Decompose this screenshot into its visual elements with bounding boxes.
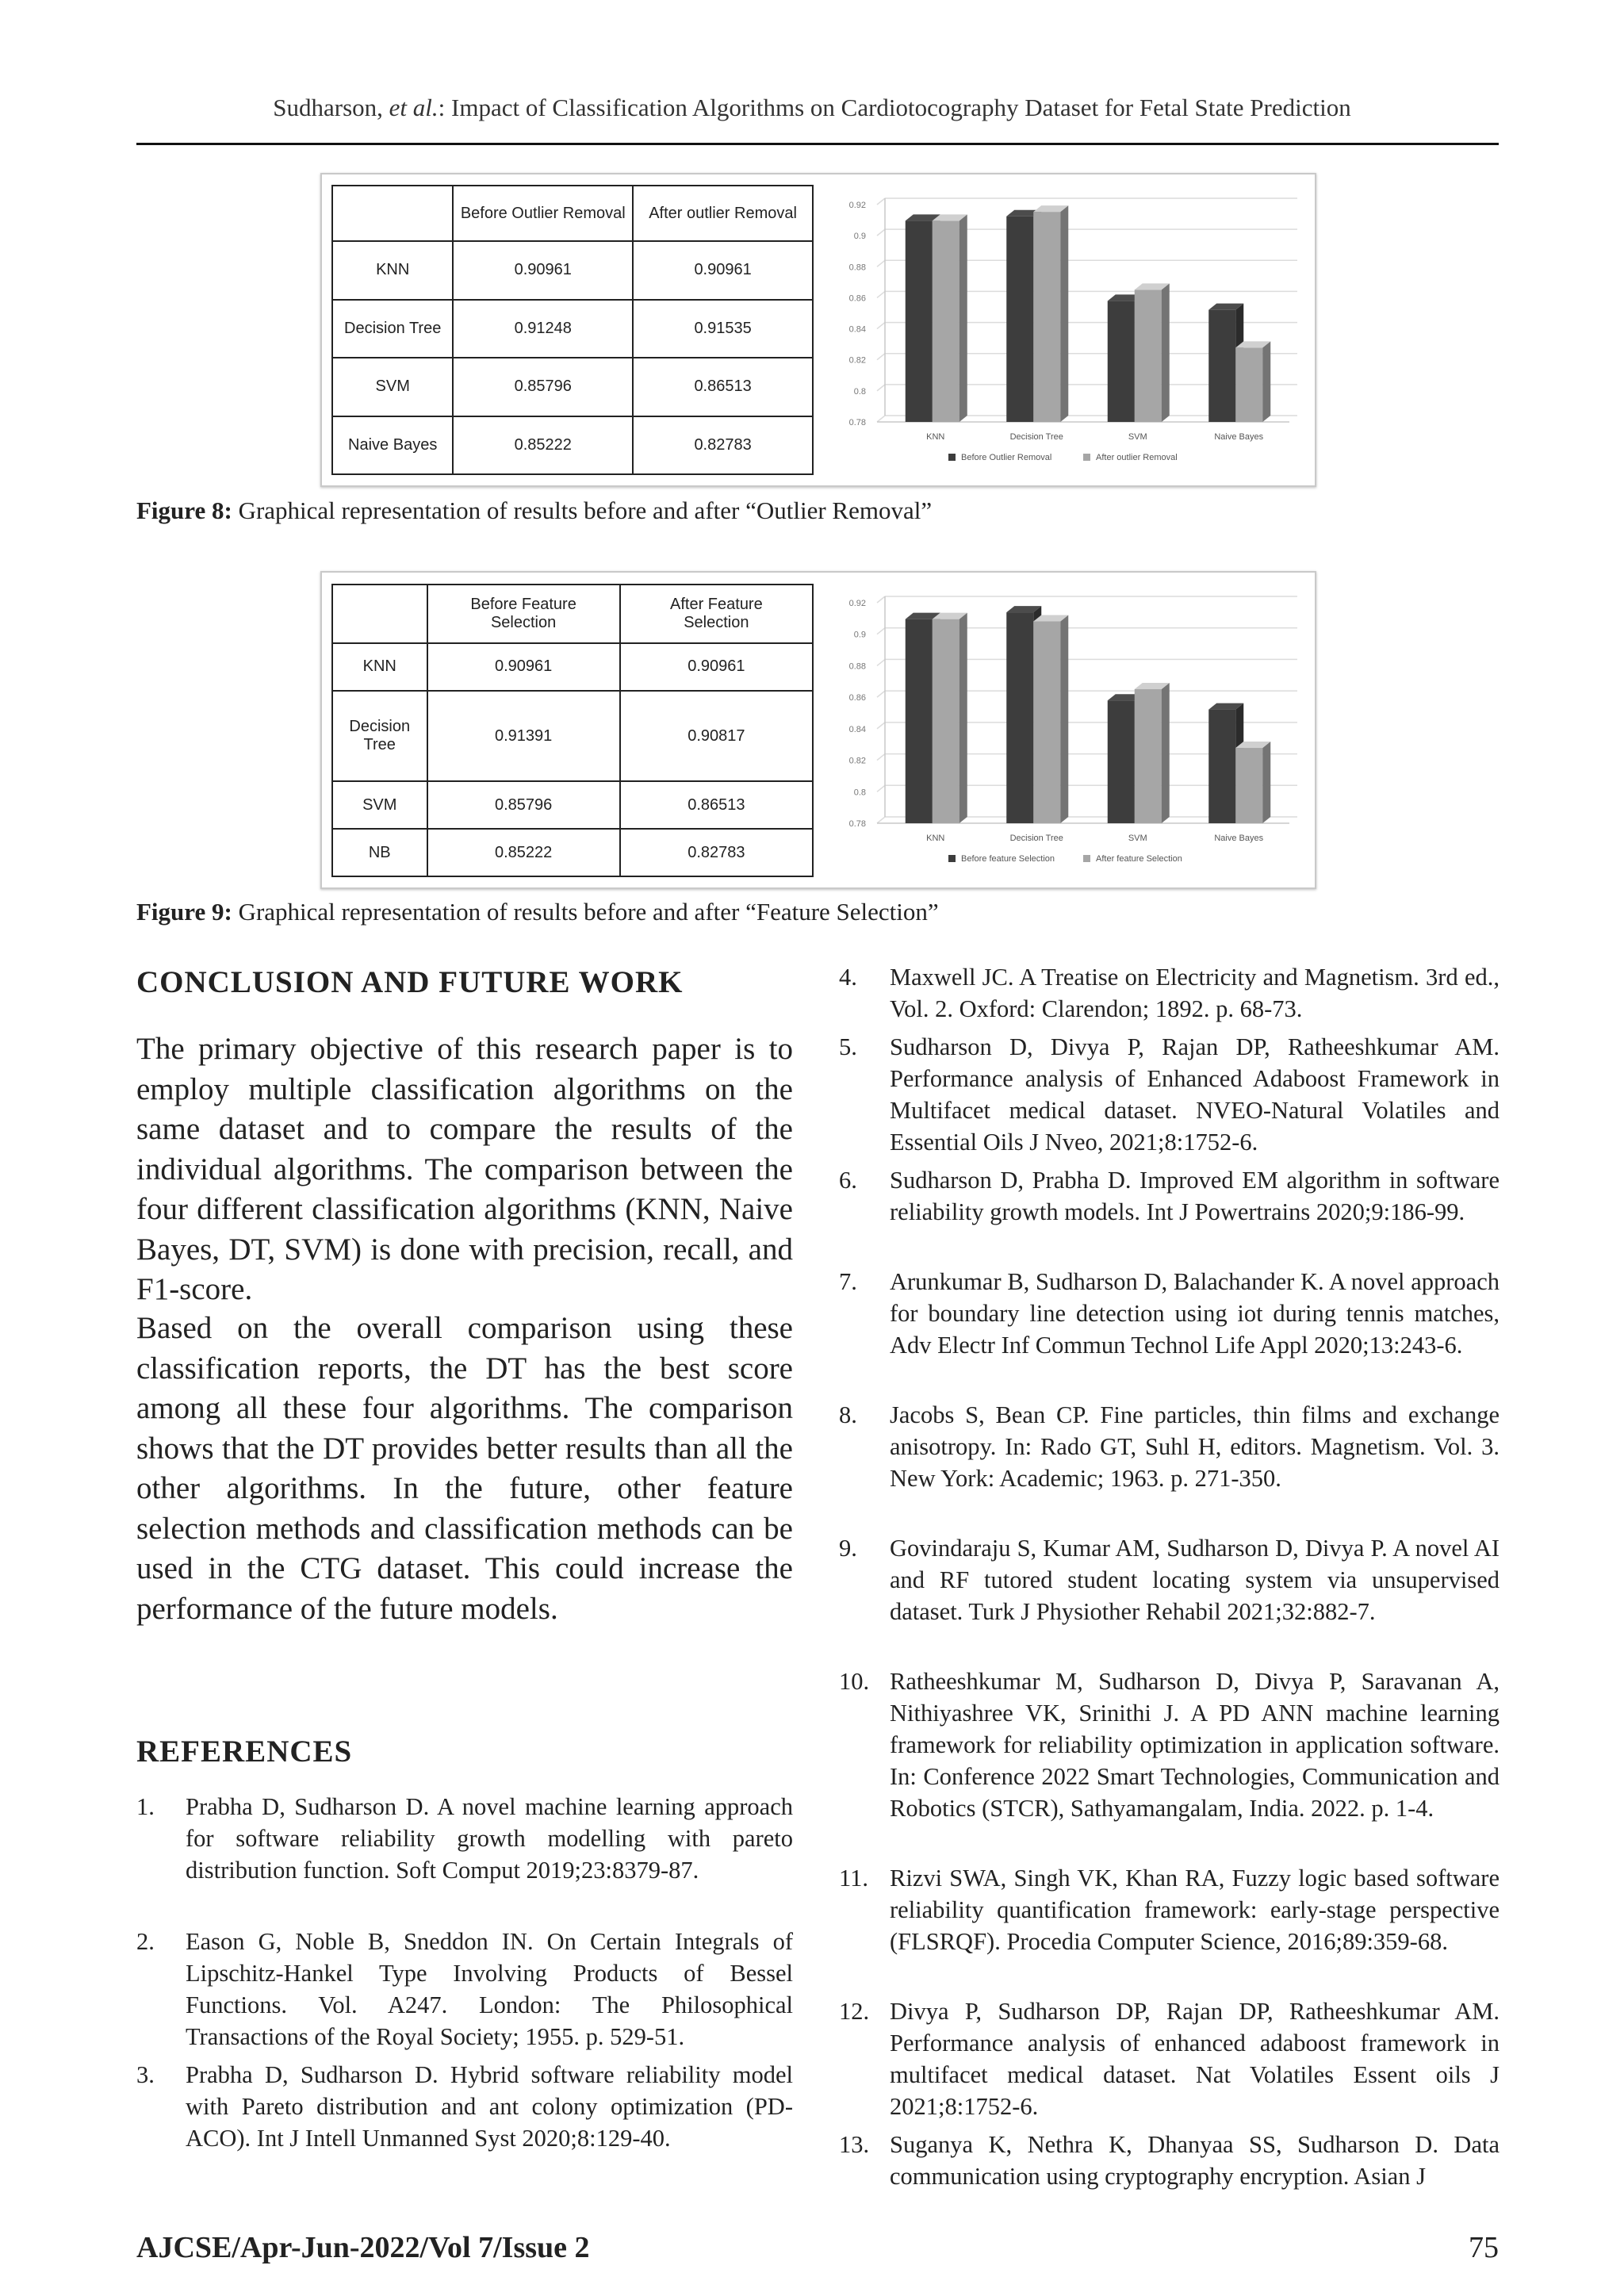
table-cell: 0.85222 <box>453 416 633 475</box>
reference-number: 1. <box>136 1793 155 1820</box>
gridline-slant <box>877 385 885 391</box>
gridline-slant <box>877 723 885 729</box>
gridline-slant <box>877 229 885 236</box>
y-tick-label: 0.88 <box>848 263 866 273</box>
gridline-slant <box>877 291 885 297</box>
table-row <box>332 643 813 691</box>
figure-8-caption-text: Graphical representation of results before and after “Outlier Removal” <box>232 496 933 524</box>
x-tick-label: SVM <box>1128 834 1147 843</box>
table-row <box>332 300 813 358</box>
y-tick-label: 0.92 <box>848 599 866 608</box>
figure-8-bar-chart <box>829 182 1305 477</box>
bar <box>933 619 959 823</box>
table-row-label: Decision Tree <box>332 691 427 782</box>
legend-swatch <box>1083 454 1090 461</box>
table-cell: 0.91248 <box>453 300 633 358</box>
bar <box>906 220 933 422</box>
y-tick-label: 0.86 <box>848 293 866 304</box>
table-row <box>332 829 813 876</box>
gridline-slant <box>877 628 885 634</box>
table-corner <box>332 186 453 241</box>
bar <box>1235 347 1262 422</box>
legend-swatch <box>948 454 956 461</box>
reference-item <box>839 1164 1500 1263</box>
bar-side <box>1262 341 1270 422</box>
figure-8-caption-label: Figure 8: <box>136 496 232 524</box>
gridline-slant <box>877 260 885 266</box>
header-etal: et al. <box>389 94 439 121</box>
y-tick-label: 0.84 <box>848 324 866 335</box>
figure-8-table <box>331 185 814 475</box>
table-cell: 0.85796 <box>427 781 620 829</box>
reference-number: 12. <box>839 1998 870 2025</box>
bar-side <box>1060 205 1068 422</box>
legend-label: Before feature Selection <box>961 854 1055 864</box>
bar-side <box>959 613 967 823</box>
references-heading: REFERENCES <box>136 1734 353 1769</box>
y-tick-label: 0.78 <box>848 819 866 829</box>
reference-text: Divya P, Sudharson DP, Rajan DP, Ratheeshkumar AM. Performance analysis of enhanced adaboost framework in multifacet medical dataset. Nat Volatiles Essent oils J 2021;8:1752-6. <box>890 1998 1500 2120</box>
reference-text: Prabha D, Sudharson D. Hybrid software reliability model with Pareto distribution and ant colony optimization (PD-ACO). Int J Intell Unmanned Syst 2020;8:129-40. <box>186 2061 793 2152</box>
table-row-label: KNN <box>332 643 427 691</box>
table-row-label: Decision Tree <box>332 300 453 358</box>
reference-text: Sudharson D, Divya P, Rajan DP, Ratheeshkumar AM. Performance analysis of Enhanced Adaboost Framework in Multifacet medical dataset. NVEO-Natural Volatiles and Essential Oils J Nveo, 2021;8:1752-6. <box>890 1033 1500 1156</box>
table-cell: 0.85222 <box>427 829 620 876</box>
reference-number: 13. <box>839 2131 870 2158</box>
legend-swatch <box>948 855 956 862</box>
table-cell: 0.91391 <box>427 691 620 782</box>
table-col-header: Before Outlier Removal <box>453 186 633 241</box>
table-row-label: SVM <box>332 781 427 829</box>
table-col-header: Before Feature Selection <box>427 585 620 643</box>
y-tick-label: 0.8 <box>853 788 866 798</box>
y-tick-label: 0.8 <box>853 386 866 397</box>
y-tick-label: 0.88 <box>848 661 866 672</box>
y-tick-label: 0.86 <box>848 693 866 703</box>
header-authors: Sudharson, <box>273 94 389 121</box>
y-tick-label: 0.9 <box>853 232 866 242</box>
reference-item <box>839 1266 1500 1396</box>
table-cell: 0.85796 <box>453 358 633 416</box>
gridline-slant <box>877 817 885 823</box>
bar <box>1135 689 1162 823</box>
conclusion-heading: CONCLUSION AND FUTURE WORK <box>136 965 684 999</box>
table-cell: 0.90961 <box>633 241 813 300</box>
table-row <box>332 241 813 300</box>
gridline-slant <box>877 416 885 422</box>
reference-number: 5. <box>839 1033 857 1060</box>
x-tick-label: Naive Bayes <box>1214 432 1264 442</box>
table-cell: 0.91535 <box>633 300 813 358</box>
figure-9-caption <box>136 898 939 926</box>
bar <box>1033 621 1060 823</box>
gridline-slant <box>877 198 885 205</box>
bar-side <box>959 214 967 422</box>
table-cell: 0.90961 <box>453 241 633 300</box>
reference-text: Jacobs S, Bean CP. Fine particles, thin films and exchange anisotropy. In: Rado GT, Suhl H, editors. Magnetism. Vol. 3. New York: Academic; 1963. p. 271-350. <box>890 1401 1500 1492</box>
bar <box>1108 301 1135 422</box>
bar <box>1235 748 1262 823</box>
table-cell: 0.86513 <box>633 358 813 416</box>
table-cell: 0.82783 <box>633 416 813 475</box>
reference-number: 2. <box>136 1928 155 1955</box>
legend-label: After feature Selection <box>1096 854 1182 864</box>
reference-number: 7. <box>839 1268 857 1295</box>
figure-9-caption-label: Figure 9: <box>136 898 232 926</box>
x-tick-label: Decision Tree <box>1009 834 1063 843</box>
gridline-slant <box>877 323 885 329</box>
header-rule <box>136 143 1499 145</box>
reference-text: Arunkumar B, Sudharson D, Balachander K. A novel approach for boundary line detection using iot during tennis matches, Adv Electr Inf Commun Technol Life Appl 2020;13:243-6. <box>890 1268 1500 1359</box>
figure-9 <box>320 571 1316 889</box>
figure-9-bar-chart <box>829 581 1305 879</box>
gridline-slant <box>877 754 885 761</box>
reference-text: Maxwell JC. A Treatise on Electricity and Magnetism. 3rd ed., Vol. 2. Oxford: Clarendon; 1892. p. 68-73. <box>890 964 1500 1022</box>
bar <box>1006 612 1033 823</box>
reference-text: Suganya K, Nethra K, Dhanyaa SS, Sudharson D. Data communication using cryptography encryption. Asian J <box>890 2131 1500 2190</box>
figure-9-table <box>331 584 814 877</box>
x-tick-label: SVM <box>1128 432 1147 442</box>
reference-item <box>839 1532 1500 1662</box>
conclusion-paragraph-2: Based on the overall comparison using these classification reports, the DT has the best score among all these four algorithms. The comparison shows that the DT provides better results than all the other algorithms. In the future, other feature selection methods and classification methods can be used in the CTG dataset. This could increase the performance of the future models. <box>136 1311 793 1626</box>
y-tick-label: 0.9 <box>853 630 866 640</box>
table-row-label: KNN <box>332 241 453 300</box>
bar-side <box>1162 683 1170 823</box>
bar <box>1208 710 1235 823</box>
table-cell: 0.90961 <box>620 643 813 691</box>
table-row <box>332 781 813 829</box>
x-tick-label: KNN <box>926 834 945 843</box>
reference-item <box>839 1665 1500 1859</box>
reference-text: Govindaraju S, Kumar AM, Sudharson D, Divya P. A novel AI and RF tutored student locating system via unsupervised dataset. Turk J Physiother Rehabil 2021;32:882-7. <box>890 1535 1500 1625</box>
reference-number: 6. <box>839 1167 857 1194</box>
reference-text: Ratheeshkumar M, Sudharson D, Divya P, Saravanan A, Nithiyashree VK, Srinithi J. A PD ANN machine learning framework for reliability optimization in application software. In: Conference 2022 Smart Technologies, Communication and Robotics (STCR), Sathyamangalam, India. 2022. p. 1-4. <box>890 1668 1500 1822</box>
reference-item <box>136 2059 793 2189</box>
bar <box>1208 310 1235 422</box>
gridline-slant <box>877 596 885 603</box>
legend-label: Before Outlier Removal <box>961 453 1052 462</box>
x-tick-label: Decision Tree <box>1009 432 1063 442</box>
x-tick-label: Naive Bayes <box>1214 834 1264 843</box>
reference-item <box>839 1031 1500 1161</box>
bar <box>1135 289 1162 422</box>
conclusion-paragraph-1: The primary objective of this research paper is to employ multiple classification algorithms on the same dataset and to compare the results of the individual algorithms. The comparison between the four different classification algorithms (KNN, Naive Bayes, DT, SVM) is done with precision, recall, and F1-score. <box>136 1032 793 1306</box>
reference-number: 4. <box>839 964 857 991</box>
table-row <box>332 691 813 782</box>
y-tick-label: 0.82 <box>848 756 866 766</box>
reference-item <box>136 1926 793 2056</box>
bar <box>906 619 933 823</box>
header-title: : Impact of Classification Algorithms on Cardiotocography Dataset for Fetal State Prediction <box>438 94 1351 121</box>
reference-item <box>839 1399 1500 1529</box>
bar-side <box>1262 742 1270 823</box>
bar <box>1108 700 1135 823</box>
legend-swatch <box>1083 855 1090 862</box>
y-tick-label: 0.84 <box>848 724 866 734</box>
table-corner <box>332 585 427 643</box>
reference-number: 9. <box>839 1535 857 1562</box>
y-tick-label: 0.82 <box>848 355 866 366</box>
table-cell: 0.82783 <box>620 829 813 876</box>
reference-text: Sudharson D, Prabha D. Improved EM algorithm in software reliability growth models. Int J Powertrains 2020;9:186-99. <box>890 1167 1500 1225</box>
table-row <box>332 358 813 416</box>
footer-page-number: 75 <box>1469 2231 1499 2264</box>
bar-side <box>1060 615 1068 823</box>
gridline-slant <box>877 659 885 665</box>
gridline-slant <box>877 785 885 792</box>
bar <box>933 220 959 422</box>
table-row-label: SVM <box>332 358 453 416</box>
table-cell: 0.90961 <box>427 643 620 691</box>
figure-9-caption-text: Graphical representation of results before and after “Feature Selection” <box>232 898 939 926</box>
figure-8-caption <box>136 496 932 525</box>
legend-label: After outlier Removal <box>1096 453 1178 462</box>
table-col-header: After outlier Removal <box>633 186 813 241</box>
bar <box>1033 212 1060 422</box>
bar-side <box>1162 283 1170 422</box>
reference-text: Eason G, Noble B, Sneddon IN. On Certain Integrals of Lipschitz-Hankel Type Involving Products of Bessel Functions. Vol. A247. London: The Philosophical Transactions of the Royal Society; 1955. p. 529-51. <box>186 1928 793 2050</box>
table-row <box>332 416 813 475</box>
y-tick-label: 0.92 <box>848 201 866 210</box>
reference-number: 11. <box>839 1865 868 1892</box>
figure-8 <box>320 173 1316 487</box>
reference-text: Prabha D, Sudharson D. A novel machine learning approach for software reliability growth modelling with pareto distribution function. Soft Comput 2019;23:8379-87. <box>186 1793 793 1884</box>
table-row-label: NB <box>332 829 427 876</box>
running-header <box>0 94 1624 122</box>
reference-item <box>136 1791 793 1922</box>
bar <box>1006 217 1033 422</box>
table-cell: 0.86513 <box>620 781 813 829</box>
table-col-header: After Feature Selection <box>620 585 813 643</box>
reference-item <box>839 961 1500 1028</box>
reference-number: 10. <box>839 1668 870 1695</box>
reference-item <box>839 1862 1500 1992</box>
table-cell: 0.90817 <box>620 691 813 782</box>
gridline-slant <box>877 354 885 360</box>
reference-number: 8. <box>839 1401 857 1428</box>
reference-item <box>839 2129 1500 2195</box>
table-row-label: Naive Bayes <box>332 416 453 475</box>
reference-item <box>839 1995 1500 2125</box>
gridline-slant <box>877 691 885 697</box>
x-tick-label: KNN <box>926 432 945 442</box>
y-tick-label: 0.78 <box>848 418 866 427</box>
reference-number: 3. <box>136 2061 155 2088</box>
footer-journal: AJCSE/Apr-Jun-2022/Vol 7/Issue 2 <box>136 2231 590 2264</box>
reference-text: Rizvi SWA, Singh VK, Khan RA, Fuzzy logic based software reliability quantification framework: early-stage perspective (FLSRQF). Procedia Computer Science, 2016;89:359-68. <box>890 1865 1500 1955</box>
